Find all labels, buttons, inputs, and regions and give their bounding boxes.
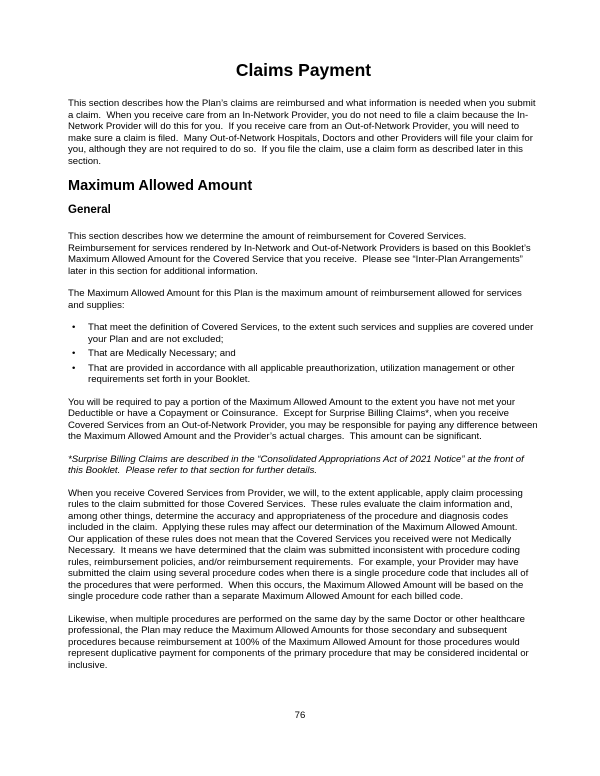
page-number: 76 <box>294 709 306 721</box>
page-title: Claims Payment <box>235 60 372 80</box>
intro-paragraph: This section describes how the Plan’s claims are reimbursed and what information is needed when you submit a claim. When you receive care from an In-Network Provider, you do not need to file a claim because the In-Network Provider will do this for you. If you receive care from an Out-of-Network Provider, you will need to make sure a claim is filed. Many Out-of-Network Hospitals, Doctors and other Providers will file your claim for you, although they are not required to do so. If you file the claim, use a claim form as described later in this section. <box>68 98 539 167</box>
list-item-text: That are provided in accordance with all applicable preauthorization, utilization management or other requirements set forth in your Booklet. <box>88 362 518 385</box>
paragraph-surprise-billing-note: *Surprise Billing Claims are described in the “Consolidated Appropriations Act of 2021 Notice” at the front of this Booklet. Please refer to that section for further details. <box>68 453 527 476</box>
paragraph-general: This section describes how we determine the amount of reimbursement for Covered Services. Reimbursement for services rendered by In-Network and Out-of-Network Providers is based on this Booklet’s Maximum Allowed Amount for the Covered Service that you receive. Please see “Inter-Plan Arrangements” later in this section for additional information. <box>68 231 534 277</box>
maa-criteria-list <box>68 322 539 386</box>
paragraph-cost-share: You will be required to pay a portion of the Maximum Allowed Amount to the extent you have not met your Deductible or have a Copayment or Coinsurance. Except for Surprise Billing Claims*, when you receive Covered Services from an Out-of-Network Provider, you may be responsible for paying any difference between the Maximum Allowed Amount and the Provider’s actual charges. This amount can be significant. <box>68 396 541 442</box>
paragraph-claim-processing-rules: When you receive Covered Services from Provider, we will, to the extent applicable, apply claim processing rules to the claim submitted for those Covered Services. These rules evaluate the claim information and, among other things, determine the accuracy and appropriateness of the procedure and diagnosis codes included in the claim. Applying these rules may affect our determination of the Maximum Allowed Amount. Our application of these rules does not mean that the Covered Services you received were not Medically Necessary. It means we have determined that the claim was submitted inconsistent with procedure coding rules, reimbursement policies, and/or reimbursement requirements. For example, your Provider may have submitted the claim using several procedure codes when there is a single procedure code that includes all of the procedures that were performed. When this occurs, the Maximum Allowed Amount will be based on the single procedure code rather than a separate Maximum Allowed Amount for each billed code. <box>68 487 531 602</box>
list-item <box>68 363 539 386</box>
list-item-text: That are Medically Necessary; and <box>88 348 236 359</box>
paragraph-multiple-procedures: Likewise, when multiple procedures are performed on the same day by the same Doctor or other healthcare professional, the Plan may reduce the Maximum Allowed Amounts for those secondary and subsequent procedures because reimbursement at 100% of the Maximum Allowed Amount for those procedures would represent duplicative payment for components of the primary procedure that may be considered incidental or inclusive. <box>68 613 532 671</box>
bullet-icon: • <box>72 348 76 359</box>
list-item <box>68 322 539 345</box>
subsection-heading-general: General <box>68 204 111 216</box>
bullet-icon: • <box>72 362 76 374</box>
list-item <box>68 348 539 360</box>
list-item-text: That meet the definition of Covered Services, to the extent such services and supplies are covered under your Plan and are not excluded; <box>88 322 536 345</box>
section-heading-maximum-allowed-amount: Maximum Allowed Amount <box>68 178 253 194</box>
bullet-icon: • <box>72 322 76 333</box>
paragraph-maa-intro: The Maximum Allowed Amount for this Plan is the maximum amount of reimbursement allowed for services and supplies: <box>68 288 525 311</box>
